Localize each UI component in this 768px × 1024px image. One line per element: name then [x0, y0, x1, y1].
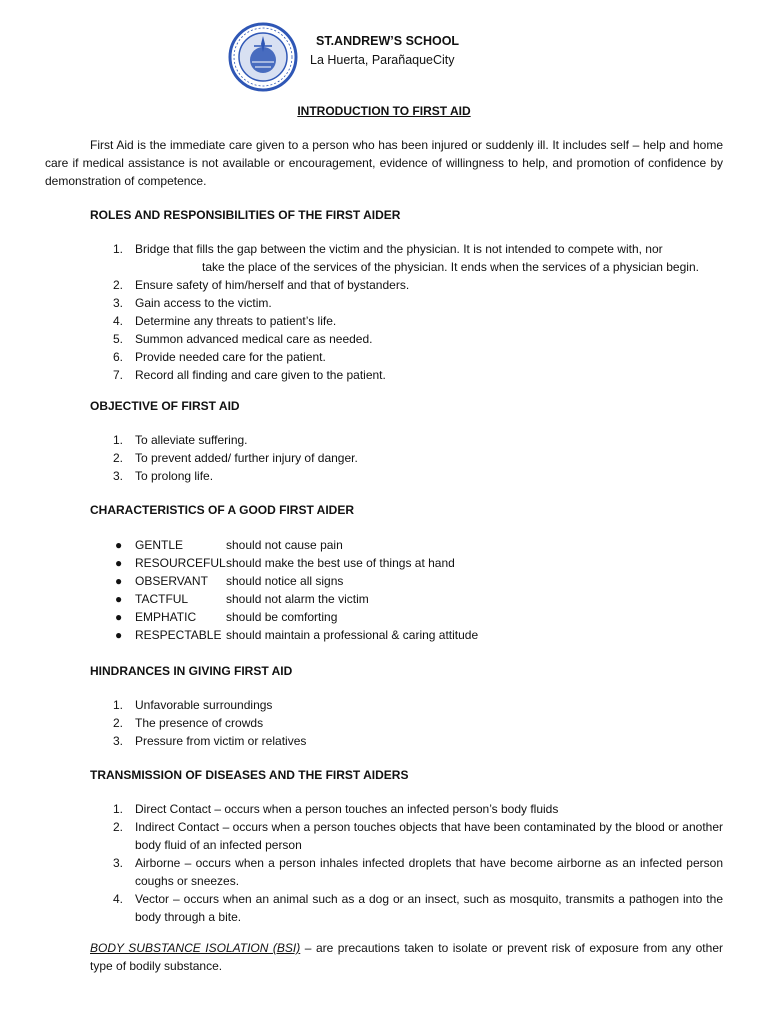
- school-name: ST.ANDREW’S SCHOOL: [316, 34, 460, 48]
- trait-name: TACTFUL: [135, 592, 189, 606]
- bullet-icon: ●: [115, 556, 123, 570]
- hindrances-list: [113, 696, 723, 750]
- list-item: 3. Gain access to the victim.: [113, 294, 723, 312]
- list-item: 7. Record all finding and care given to the patient.: [113, 366, 723, 384]
- role-text: Ensure safety of him/herself and that of bystanders.: [135, 278, 410, 292]
- role-1-line1: Bridge that fills the gap between the victim and the physician. It is not intended to compete with, nor: [135, 242, 663, 256]
- list-item: 1. Bridge that fills the gap between the victim and the physician. It is not intended to compete with, nor take the place of the services of the physician. It ends when the services of a physician begin.: [113, 240, 723, 276]
- role-text: Provide needed care for the patient.: [135, 350, 326, 364]
- list-item: [113, 554, 723, 572]
- objective-text: To alleviate suffering.: [135, 433, 248, 447]
- list-item: 6. Provide needed care for the patient.: [113, 348, 723, 366]
- role-text: Determine any threats to patient’s life.: [135, 314, 337, 328]
- list-item: 4. Determine any threats to patient’s life.: [113, 312, 723, 330]
- trait-name: OBSERVANT: [135, 574, 208, 588]
- list-item: [113, 608, 723, 626]
- transmission-text: Direct Contact – occurs when a person touches an infected person’s body fluids: [135, 802, 559, 816]
- transmission-text: Vector – occurs when an animal such as a dog or an insect, such as mosquito, transmits a pathogen into the body through a bite.: [135, 892, 723, 924]
- list-item: [113, 626, 723, 644]
- bsi-term: BODY SUBSTANCE ISOLATION (BSI): [90, 941, 301, 955]
- objectives-list: [113, 431, 723, 485]
- trait-description: should not alarm the victim: [226, 592, 369, 606]
- hindrance-text: Pressure from victim or relatives: [135, 734, 307, 748]
- trait-name: RESPECTABLE: [135, 628, 222, 642]
- transmission-list: [113, 800, 723, 926]
- trait-description: should maintain a professional & caring attitude: [226, 628, 479, 642]
- list-item: 3. To prolong life.: [113, 467, 723, 485]
- objectives-heading: OBJECTIVE OF FIRST AID: [90, 399, 240, 413]
- list-item: 3. Airborne – occurs when a person inhales infected droplets that have become airborne as an infected person coughs or sneezes.: [113, 856, 723, 888]
- list-item: 2. Indirect Contact – occurs when a person touches objects that have been contaminated by the blood or another body fluid of an infected person: [113, 820, 723, 852]
- bullet-icon: ●: [115, 538, 123, 552]
- bullet-icon: ●: [115, 628, 123, 642]
- trait-name: EMPHATIC: [135, 610, 197, 624]
- list-item: 2. The presence of crowds: [113, 714, 723, 732]
- intro-paragraph: First Aid is the immediate care given to a person who has been injured or suddenly ill. It includes self – help and home care if medical assistance is not available or encouragement, evidence of willingness to help, and promotion of confidence by demonstration of competence.: [45, 138, 723, 188]
- school-seal-icon: [228, 22, 298, 92]
- hindrance-text: Unfavorable surroundings: [135, 698, 273, 712]
- list-item: 1. Direct Contact – occurs when a person touches an infected person’s body fluids: [113, 800, 723, 818]
- list-item: 2. To prevent added/ further injury of danger.: [113, 449, 723, 467]
- transmission-text: Airborne – occurs when a person inhales infected droplets that have become airborne as an infected person coughs or sneezes.: [135, 856, 723, 888]
- role-1-line2: take the place of the services of the physician. It ends when the services of a physician begin.: [202, 260, 699, 274]
- list-item: 1. To alleviate suffering.: [113, 431, 723, 449]
- list-item: 3. Pressure from victim or relatives: [113, 732, 723, 750]
- list-item: [113, 572, 723, 590]
- bullet-icon: ●: [115, 592, 123, 606]
- objective-text: To prolong life.: [135, 469, 214, 483]
- list-item: 2. Ensure safety of him/herself and that of bystanders.: [113, 276, 723, 294]
- trait-name: RESOURCEFUL: [135, 556, 226, 570]
- role-text: Record all finding and care given to the patient.: [135, 368, 386, 382]
- roles-heading: ROLES AND RESPONSIBILITIES OF THE FIRST AIDER: [90, 208, 401, 222]
- list-item: [113, 590, 723, 608]
- trait-description: should be comforting: [226, 610, 338, 624]
- bullet-icon: ●: [115, 610, 123, 624]
- list-item: 4. Vector – occurs when an animal such as a dog or an insect, such as mosquito, transmits a pathogen into the body through a bite.: [113, 892, 723, 924]
- trait-description: should make the best use of things at hand: [226, 556, 455, 570]
- list-item: [113, 536, 723, 554]
- school-location: La Huerta, ParañaqueCity: [310, 53, 455, 67]
- bsi-paragraph: [90, 939, 723, 975]
- transmission-heading: TRANSMISSION OF DISEASES AND THE FIRST AIDERS: [90, 768, 409, 782]
- trait-description: should notice all signs: [226, 574, 344, 588]
- transmission-text: Indirect Contact – occurs when a person touches objects that have been contaminated by the blood or another body fluid of an infected person: [135, 820, 723, 852]
- characteristics-heading: CHARACTERISTICS OF A GOOD FIRST AIDER: [90, 503, 354, 517]
- hindrance-text: The presence of crowds: [135, 716, 264, 730]
- list-item: 5. Summon advanced medical care as needed.: [113, 330, 723, 348]
- objective-text: To prevent added/ further injury of danger.: [135, 451, 358, 465]
- characteristics-list: [113, 536, 723, 644]
- role-text: Gain access to the victim.: [135, 296, 272, 310]
- hindrances-heading: HINDRANCES IN GIVING FIRST AID: [90, 664, 293, 678]
- trait-description: should not cause pain: [226, 538, 343, 552]
- roles-list: [113, 240, 723, 384]
- bullet-icon: ●: [115, 574, 123, 588]
- role-text: Summon advanced medical care as needed.: [135, 332, 373, 346]
- document-title: INTRODUCTION TO FIRST AID: [297, 104, 471, 118]
- bsi-definition: – are precautions taken to isolate or prevent risk of exposure from any other type of bodily substance.: [90, 941, 723, 973]
- trait-name: GENTLE: [135, 538, 184, 552]
- list-item: 1. Unfavorable surroundings: [113, 696, 723, 714]
